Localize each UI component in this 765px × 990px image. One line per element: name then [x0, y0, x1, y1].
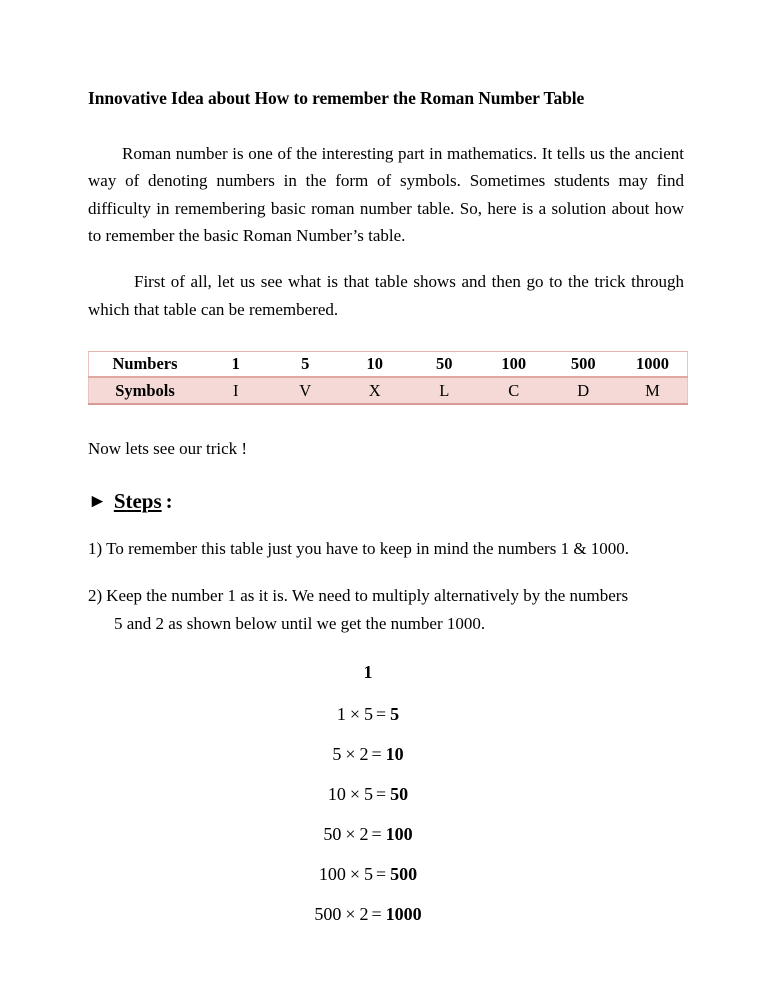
table-cell-symbol: V [299, 380, 312, 400]
equation-right-operand: 2 [359, 824, 369, 845]
table-cell-symbol: X [368, 380, 381, 400]
equation-result: 100 [385, 824, 413, 845]
equation-result: 1000 [385, 904, 422, 925]
table-cell-number: 50 [436, 354, 453, 374]
equation-list [88, 663, 648, 923]
equation-seed [88, 663, 648, 681]
page-title: Innovative Idea about How to remember the Roman Number Table [88, 88, 585, 108]
equals-icon: = [371, 824, 382, 845]
trick-intro-line: Now lets see our trick ! [88, 439, 248, 459]
step-item [88, 535, 634, 563]
document-body [88, 88, 684, 945]
equation-right-operand: 2 [359, 904, 369, 925]
step-text: Keep the number 1 as it is. We need to multiply alternatively by the numbers 5 and 2 as shown below until we get the number 1000. [106, 586, 629, 633]
multiply-icon: × [345, 904, 356, 925]
equation-left-operand: 50 [323, 824, 342, 845]
paragraph-overview: First of all, let us see what is that table shows and then go to the trick through which that table can be remembered. [88, 272, 684, 319]
equation-row [88, 785, 648, 803]
multiply-icon: × [349, 784, 360, 805]
table-row-numbers [89, 352, 688, 378]
table-cell-number: 1 [231, 354, 240, 374]
equation-row [88, 905, 648, 923]
table-cell-symbol: M [645, 380, 660, 400]
equals-icon: = [376, 864, 387, 885]
table-cell-number: 10 [366, 354, 383, 374]
paragraph-intro: Roman number is one of the interesting part in mathematics. It tells us the ancient way of denoting numbers in the form of symbols. Sometimes students may find difficulty in remembering basic roman number table. So, here is a solution about how to remember the basic Roman Number’s table. [88, 143, 684, 246]
equation-left-operand: 500 [314, 904, 342, 925]
table-cell-symbol: L [439, 380, 450, 400]
equation-result: 50 [390, 784, 409, 805]
step-text: To remember this table just you have to keep in mind the numbers 1 & 1000. [106, 538, 630, 558]
table-cell-symbol: I [233, 380, 239, 400]
roman-number-table [88, 351, 688, 405]
equation-result: 10 [385, 744, 404, 765]
equation-row [88, 825, 648, 843]
equals-icon: = [376, 704, 387, 725]
table-cell-number: 100 [501, 354, 527, 374]
equals-icon: = [371, 744, 382, 765]
table-row-label-numbers: Numbers [112, 354, 178, 374]
steps-heading-label: Steps [113, 488, 162, 513]
table-row-symbols [89, 377, 688, 404]
equals-icon: = [371, 904, 382, 925]
equation-result: 500 [390, 864, 418, 885]
table-cell-number: 5 [301, 354, 310, 374]
multiply-icon: × [345, 824, 356, 845]
multiply-icon: × [349, 864, 360, 885]
steps-heading-colon: : [165, 488, 173, 513]
equation-left-operand: 100 [318, 864, 346, 885]
step-number: 2) [88, 586, 103, 606]
equation-row [88, 705, 648, 723]
equation-right-operand: 5 [364, 704, 373, 725]
steps-heading [88, 488, 684, 515]
equation-left-operand: 10 [327, 784, 346, 805]
multiply-icon: × [349, 704, 360, 725]
equation-right-operand: 5 [364, 784, 373, 805]
equals-icon: = [376, 784, 387, 805]
equation-row [88, 745, 648, 763]
table-cell-symbol: C [508, 380, 520, 400]
equation-right-operand: 5 [364, 864, 373, 885]
table-row-label-symbols: Symbols [115, 380, 175, 400]
table-cell-number: 1000 [636, 354, 669, 374]
step-number: 1) [88, 538, 103, 558]
roman-number-table-wrapper [88, 351, 684, 405]
equation-row [88, 865, 648, 883]
equation-left-operand: 5 [332, 744, 342, 765]
table-cell-number: 500 [570, 354, 596, 374]
equation-result: 5 [390, 704, 400, 725]
multiply-icon: × [345, 744, 356, 765]
equation-result: 1 [363, 662, 373, 683]
step-item [88, 582, 634, 637]
equation-right-operand: 2 [359, 744, 369, 765]
equation-left-operand: 1 [336, 704, 346, 725]
triangle-right-icon: ► [88, 490, 107, 512]
table-cell-symbol: D [577, 380, 590, 400]
